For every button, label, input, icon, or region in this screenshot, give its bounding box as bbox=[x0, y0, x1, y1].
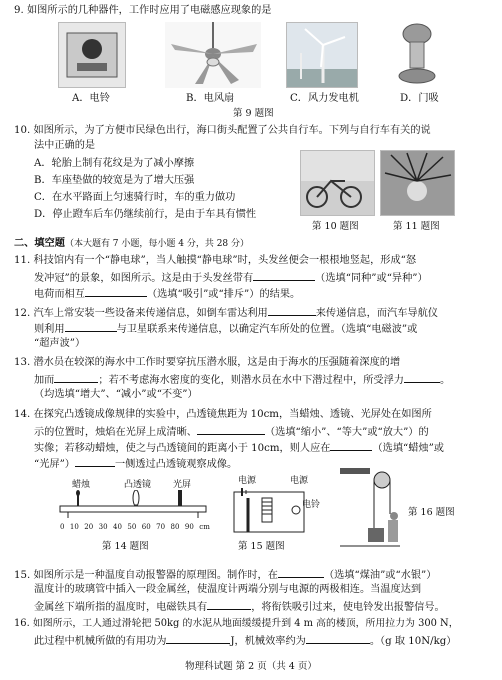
q14-blank-2[interactable] bbox=[330, 440, 372, 451]
q10-option-a: A．轮胎上制有花纹是为了减小摩擦 bbox=[34, 158, 195, 169]
label-power-2: 电源 bbox=[290, 476, 309, 486]
q9-caption: 第 9 题图 bbox=[233, 108, 274, 119]
q14-blank-1[interactable] bbox=[197, 424, 265, 435]
electric-bell-icon bbox=[59, 23, 125, 87]
optical-bench-diagram bbox=[58, 490, 208, 520]
q11-blank-2[interactable] bbox=[85, 286, 147, 297]
q13-line2: 加而 ；若不考虑海水密度的变化，则潜水员在水中下潜过程中，所受浮力 。 bbox=[34, 372, 450, 389]
door-stop-icon bbox=[392, 22, 442, 86]
q15-caption: 第 15 题图 bbox=[238, 541, 285, 552]
q12-line3: “超声波”） bbox=[34, 338, 86, 349]
q12-blank-1[interactable] bbox=[268, 305, 316, 316]
q14-line3: 实像；若移动蜡烛，使之与凸透镜间的距离小于 10cm，则人应在 （选填“蜡烛”或 bbox=[34, 440, 444, 457]
label-screen: 光屏 bbox=[173, 480, 192, 490]
electric-bell-image bbox=[58, 22, 126, 88]
q10-caption: 第 10 题图 bbox=[312, 221, 359, 232]
q13-line1: 13. 潜水员在较深的海水中工作时要穿抗压潜水服，这是由于海水的压强随着深度的增 bbox=[14, 357, 401, 368]
q11-blank-1[interactable] bbox=[253, 270, 315, 281]
q16-line2: 此过程中机械所做的有用功为 J，机械效率约为 。（g 取 10N/kg） bbox=[34, 633, 457, 650]
q15-line3: 金属丝下端所指的温度时，电磁铁具有 ，将衔铁吸引过来，使电铃发出报警信号。 bbox=[34, 599, 445, 616]
label-power-1: 电源 bbox=[238, 476, 257, 486]
q13-line3: （均选填“增大”、“减小”或“不变”） bbox=[34, 389, 198, 400]
ceiling-fan-icon bbox=[165, 22, 261, 88]
wind-turbine-image bbox=[286, 22, 358, 88]
q13-blank-1[interactable] bbox=[54, 372, 98, 383]
q15-line2: 温度计的玻璃管中插入一段金属丝，使温度计两端分别与电源的两极相连。当温度达到 bbox=[34, 584, 422, 595]
q10-stem-line2: 法中正确的是 bbox=[34, 140, 96, 151]
hair-standing-icon bbox=[381, 151, 454, 215]
bicycles-photo bbox=[300, 150, 375, 216]
q9-option-a: A．电铃 bbox=[72, 93, 110, 104]
question-9 bbox=[14, 4, 492, 19]
q9-option-b: B．电风扇 bbox=[186, 93, 235, 104]
q12-blank-2[interactable] bbox=[65, 321, 117, 332]
q9-option-d: D．门吸 bbox=[400, 93, 439, 104]
q11-line1: 11. 科技馆内有一个“静电球”，当人触摸“静电球”时，头发丝便会一根根地竖起，形成“怒 bbox=[14, 255, 417, 266]
wind-turbine-icon bbox=[287, 23, 357, 87]
q10-option-d: D．停止蹬车后车仍继续前行，是由于车具有惯性 bbox=[34, 209, 257, 220]
section-heading: 二、填空题 bbox=[14, 237, 65, 249]
q16-line1: 16. 如图所示，工人通过滑轮把 50kg 的水泥从地面缓缓提升到 4 m 高的楼顶，所用拉力为 300 N， bbox=[14, 618, 459, 629]
q16-blank-2[interactable] bbox=[306, 633, 370, 644]
q16-blank-1[interactable] bbox=[166, 633, 230, 644]
q12-line1: 12. 汽车上常安装一些设备来传递信息，如倒车雷达利用 来传递信息，而汽车导航仪 bbox=[14, 305, 438, 322]
q16-caption: 第 16 题图 bbox=[408, 507, 455, 518]
section-title bbox=[14, 236, 249, 252]
q15-blank-2[interactable] bbox=[207, 599, 251, 610]
label-lens: 凸透镜 bbox=[124, 480, 152, 490]
q14-caption: 第 14 题图 bbox=[102, 541, 149, 552]
alarm-circuit-diagram bbox=[230, 484, 310, 540]
q14-line1: 14. 在探究凸透镜成像规律的实验中，凸透镜焦距为 10cm，当蜡烛、透镜、光屏处在如图所 bbox=[14, 409, 432, 420]
q10-stem-line1: 10. 如图所示，为了方便市民绿色出行，海口街头配置了公共自行车。下列与自行车有关的说 bbox=[14, 125, 431, 136]
q11-line3: 电荷而相互 （选填“吸引”或“排斥”）的结果。 bbox=[34, 286, 300, 303]
label-candle: 蜡烛 bbox=[72, 480, 91, 490]
electric-fan-image bbox=[165, 22, 261, 88]
q11-line2: 发冲冠”的景象，如图所示。这是由于头发丝带有 （选填“同种”或“异种”） bbox=[34, 270, 428, 287]
label-bell: 电铃 bbox=[302, 500, 321, 510]
q15-blank-1[interactable] bbox=[278, 567, 324, 578]
q11-caption: 第 11 题图 bbox=[393, 221, 440, 232]
q9-stem: 9. 如图所示的几种器件，工作时应用了电磁感应现象的是 bbox=[14, 5, 272, 16]
q14-line2: 示的位置时，烛焰在光屏上成清晰、 （选填“缩小”、“等大”或“放大”）的 bbox=[34, 424, 429, 441]
q13-blank-2[interactable] bbox=[404, 372, 440, 383]
q10-option-c: C．在水平路面上匀速骑行时，车的重力做功 bbox=[34, 192, 236, 203]
q12-line2: 则利用 与卫星联系来传递信息，以确定汽车所处的位置。（选填“电磁波”或 bbox=[34, 321, 417, 338]
pulley-diagram bbox=[340, 466, 400, 548]
section-note: （本大题有 7 小题，每小题 4 分，共 28 分） bbox=[64, 239, 250, 249]
q14-blank-3[interactable] bbox=[75, 456, 115, 467]
static-hair-photo bbox=[380, 150, 455, 216]
q9-option-c: C．风力发电机 bbox=[290, 93, 359, 104]
door-stop-image bbox=[392, 22, 442, 86]
q14-line4: “光屏”） 一侧透过凸透镜观察成像。 bbox=[34, 456, 237, 473]
q15-line1: 15. 如图所示是一种温度自动报警器的原理图。制作时，在 （选填“煤油”或“水银”） bbox=[14, 567, 436, 584]
bicycle-icon bbox=[301, 151, 374, 215]
page-footer: 物理科试题 第 2 页（共 4 页） bbox=[185, 661, 317, 672]
q10-option-b: B．车座垫做的较宽是为了增大压强 bbox=[34, 175, 195, 186]
bench-ticks: 0 10 20 30 40 50 60 70 80 90 cm bbox=[60, 523, 210, 531]
